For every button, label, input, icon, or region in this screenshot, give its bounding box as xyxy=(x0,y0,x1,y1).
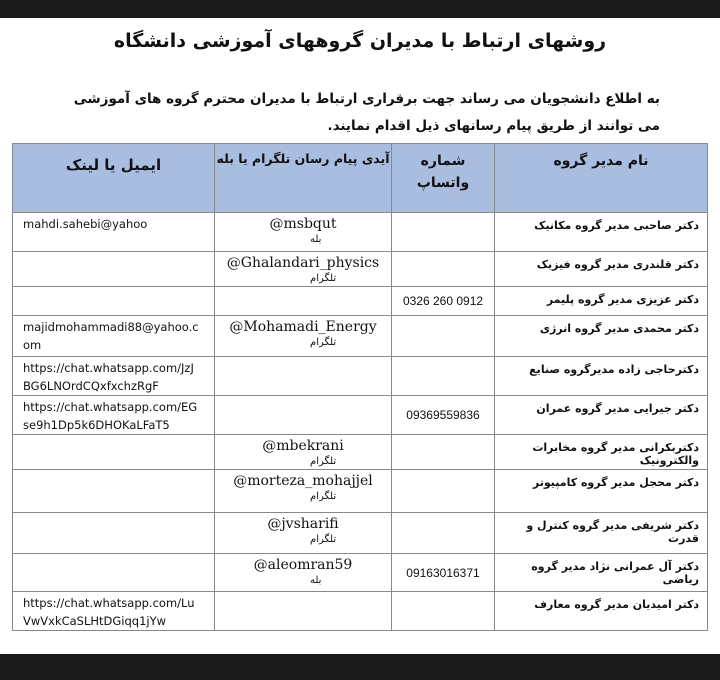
messenger-id xyxy=(215,213,392,252)
whatsapp-number xyxy=(392,513,495,554)
table-row xyxy=(13,592,708,631)
email-line-1: mahdi.sahebi@yahoo xyxy=(23,217,148,231)
messenger-id xyxy=(215,554,392,592)
messenger-id xyxy=(215,435,392,470)
email-or-link xyxy=(13,213,215,252)
messenger-id xyxy=(215,470,392,513)
manager-name: دکتر آل عمرانی نژاد مدیر گروه ریاضی xyxy=(495,554,708,592)
messenger-platform: تلگرام xyxy=(310,273,337,284)
messenger-id xyxy=(215,396,392,435)
whatsapp-number: 09163016371 xyxy=(392,554,495,592)
header-telegram: آیدی پیام رسان تلگرام یا بله xyxy=(215,144,392,213)
table-body xyxy=(13,213,708,631)
messenger-handle: @msbqut xyxy=(269,216,337,232)
manager-name: دکتر شریفی مدیر گروه کنترل و قدرت xyxy=(495,513,708,554)
email-line-2: VwVxkCaSLHtDGiqq1jYw xyxy=(23,614,167,628)
top-black-bar xyxy=(0,0,720,18)
manager-name: دکتر جیرایی مدیر گروه عمران xyxy=(495,396,708,435)
manager-name: دکتربکرانی مدیر گروه مخابرات والکترونیک xyxy=(495,435,708,470)
messenger-platform: تلگرام xyxy=(310,534,337,545)
messenger-id xyxy=(215,287,392,316)
table-row xyxy=(13,213,708,252)
table-row xyxy=(13,252,708,287)
messenger-handle: @Mohamadi_Energy xyxy=(229,319,377,335)
table-row xyxy=(13,435,708,470)
messenger-handle: @mbekrani xyxy=(262,438,344,454)
email-line-2: se9h1Dp5k6DHOKaLFaT5 xyxy=(23,418,170,432)
messenger-id xyxy=(215,357,392,396)
whatsapp-number xyxy=(392,592,495,631)
header-whatsapp-line2: واتساپ xyxy=(416,175,470,191)
messenger-handle: @Ghalandari_physics xyxy=(226,255,380,271)
email-or-link xyxy=(13,435,215,470)
messenger-id xyxy=(215,513,392,554)
table-row xyxy=(13,316,708,357)
header-whatsapp xyxy=(392,144,495,213)
messenger-id xyxy=(215,316,392,357)
bottom-black-bar xyxy=(0,654,720,680)
messenger-platform: بله xyxy=(310,234,322,245)
manager-name: دکتر قلندری مدیر گروه فیزیک xyxy=(495,252,708,287)
whatsapp-number: 09369559836 xyxy=(392,396,495,435)
messenger-id xyxy=(215,592,392,631)
messenger-handle: @jvsharifi xyxy=(267,516,339,532)
table-row xyxy=(13,554,708,592)
email-line-1: https://chat.whatsapp.com/JzJ xyxy=(23,361,194,375)
header-whatsapp-line1: شماره xyxy=(420,153,466,169)
messenger-id xyxy=(215,252,392,287)
table-row xyxy=(13,513,708,554)
email-or-link xyxy=(13,357,215,396)
header-name: نام مدیر گروه xyxy=(495,144,708,213)
manager-name: دکتر محمدی مدیر گروه انرژی xyxy=(495,316,708,357)
email-or-link xyxy=(13,470,215,513)
table-row xyxy=(13,470,708,513)
whatsapp-number xyxy=(392,316,495,357)
intro-paragraph: به اطلاع دانشجویان می رساند جهت برقراری ارتباط با مدیران محترم گروه های آموزشی می توانند از طریق پیام رسانهای ذیل اقدام نمایند. xyxy=(73,91,660,134)
table-row xyxy=(13,287,708,316)
email-or-link xyxy=(13,316,215,357)
messenger-platform: بله xyxy=(310,575,322,586)
whatsapp-number: 0912 260 0326 xyxy=(392,287,495,316)
email-line-1: https://chat.whatsapp.com/Lu xyxy=(23,596,195,610)
manager-name: دکتر صاحبی مدیر گروه مکانیک xyxy=(495,213,708,252)
messenger-handle: @morteza_mohajjel xyxy=(233,473,373,489)
page-title: روشهای ارتباط با مدیران گروههای آموزشی دانشگاه xyxy=(113,30,607,52)
email-or-link xyxy=(13,592,215,631)
whatsapp-number xyxy=(392,252,495,287)
table-header-row xyxy=(13,144,708,213)
email-or-link xyxy=(13,396,215,435)
messenger-platform: تلگرام xyxy=(310,456,337,467)
messenger-platform: تلگرام xyxy=(310,491,337,502)
email-or-link xyxy=(13,287,215,316)
manager-name: دکتر امیدیان مدیر گروه معارف xyxy=(495,592,708,631)
manager-name: دکترحاجی زاده مدیرگروه صنایع xyxy=(495,357,708,396)
table-row xyxy=(13,357,708,396)
table-row xyxy=(13,396,708,435)
email-or-link xyxy=(13,252,215,287)
manager-name: دکتر عزیزی مدیر گروه پلیمر xyxy=(495,287,708,316)
whatsapp-number xyxy=(392,435,495,470)
whatsapp-number xyxy=(392,357,495,396)
email-line-2: BG6LNOrdCQxfxchzRgF xyxy=(23,379,159,393)
email-or-link xyxy=(13,554,215,592)
messenger-platform: تلگرام xyxy=(310,337,337,348)
header-email: ایمیل یا لینک xyxy=(13,144,215,213)
whatsapp-number xyxy=(392,470,495,513)
email-line-2: om xyxy=(23,338,42,352)
messenger-handle: @aleomran59 xyxy=(253,557,353,573)
whatsapp-number xyxy=(392,213,495,252)
email-line-1: majidmohammadi88@yahoo.c xyxy=(23,320,199,334)
contacts-table xyxy=(12,143,708,631)
email-or-link xyxy=(13,513,215,554)
manager-name: دکتر محجل مدیر گروه کامپیوتر xyxy=(495,470,708,513)
email-line-1: https://chat.whatsapp.com/EG xyxy=(23,400,198,414)
